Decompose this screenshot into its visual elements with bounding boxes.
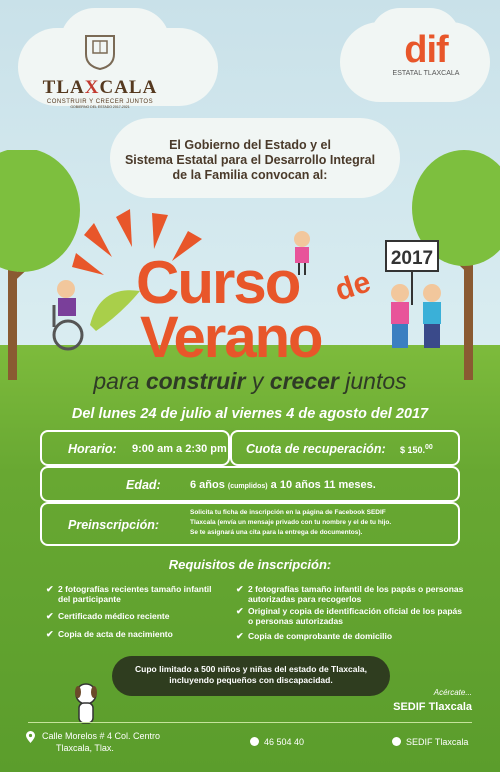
- headline-part: y: [245, 368, 270, 394]
- headline-part: construir: [145, 368, 246, 394]
- preinscripcion-line: Se te asignará una cita para la entrega de documentos).: [190, 529, 363, 536]
- dog-mascot-icon: [72, 682, 100, 726]
- curso-word: Curso: [136, 249, 300, 316]
- tlaxcala-wordmark: TLAXCALA: [42, 77, 158, 98]
- edad-label: Edad:: [126, 478, 161, 492]
- edad-value-part: 6 años: [190, 479, 225, 491]
- edad-value-part: (cumplidos): [227, 483, 268, 490]
- requirement-text: 2 fotografías tamaño infantil de los papás o personas autorizadas para recogerlos: [248, 584, 464, 604]
- notice-line: Cupo limitado a 500 niños y niñas del estado de Tlaxcala,: [135, 664, 367, 674]
- facebook-name[interactable]: SEDIF Tlaxcala: [406, 737, 469, 747]
- headline: [30, 368, 470, 395]
- address-line: Tlaxcala, Tlax.: [56, 743, 114, 753]
- intro-text: [70, 138, 430, 183]
- requirement-text: Original y copia de identificación oficial de los papás o personas autorizadas: [248, 606, 462, 626]
- requirement-text: Copia de acta de nacimiento: [58, 629, 173, 639]
- preinscripcion-line: Solicita tu ficha de inscripción en la página de Facebook SEDIF: [190, 509, 386, 516]
- headline-part: crecer: [269, 368, 339, 394]
- phone-number: 46 504 40: [264, 737, 305, 747]
- intro-line: Sistema Estatal para el Desarrollo Integral: [124, 153, 376, 167]
- tlaxcala-subline: GOBIERNO DEL ESTADO 2017-2021: [70, 105, 130, 109]
- tlaxcala-tagline: CONSTRUIR Y CRECER JUNTOS: [46, 99, 154, 105]
- dif-logo: [386, 30, 466, 77]
- cuota-value: [400, 444, 433, 455]
- facebook[interactable]: [392, 736, 468, 748]
- dif-caption: ESTATAL TLAXCALA: [392, 70, 460, 77]
- horario-value: 9:00 am a 2:30 pm: [132, 443, 227, 455]
- horario-label: Horario:: [68, 442, 117, 456]
- notice-bubble: [112, 656, 390, 696]
- requirement-text: Copia de comprobante de domicilio: [248, 631, 393, 641]
- check-icon: ✔: [236, 584, 244, 594]
- seal-icon: [82, 32, 118, 70]
- edad-value: [190, 479, 376, 491]
- requirement-text: Certificado médico reciente: [58, 611, 170, 621]
- headline-part: para: [93, 368, 146, 394]
- phone-icon: [250, 737, 259, 746]
- notice-line: incluyendo pequeños con discapacidad.: [169, 675, 333, 685]
- dates-text: Del lunes 24 de julio al viernes 4 de agosto del 2017: [71, 406, 429, 422]
- wheelchair-kid: [54, 280, 82, 349]
- de-word: de: [331, 265, 375, 308]
- preinscripcion-box: [40, 502, 460, 546]
- check-icon: ✔: [46, 584, 54, 594]
- edad-value-part: a 10 años 11 meses.: [267, 479, 376, 491]
- requirements-title: Requisitos de inscripción:: [168, 557, 332, 572]
- facebook-icon: [392, 737, 401, 746]
- preinscripcion-line: Tlaxcala (envía un mensaje privado con tu nombre y el de tu hijo.: [190, 519, 392, 526]
- headline-part: juntos: [338, 368, 407, 394]
- address: [26, 730, 160, 754]
- phone: [250, 736, 304, 748]
- cuota-cents: 00: [425, 444, 433, 451]
- curso-de-verano-title: [40, 205, 460, 365]
- preinscripcion-text: [190, 508, 454, 538]
- year-label: 2017: [390, 248, 434, 269]
- preinscripcion-label: Preinscripción:: [68, 518, 159, 532]
- tlaxcala-logo: [38, 32, 162, 109]
- location-icon: [26, 731, 35, 743]
- requirement-item: [46, 629, 216, 639]
- check-icon: ✔: [46, 629, 54, 639]
- kid-figure: [391, 284, 409, 348]
- check-icon: ✔: [46, 611, 54, 621]
- check-icon: ✔: [236, 631, 244, 641]
- cuota-box: [230, 430, 460, 466]
- acercate-text: Acércate...: [433, 688, 472, 697]
- verano-word: Verano: [140, 305, 322, 365]
- cuota-amount: $ 150.: [400, 445, 426, 455]
- dif-wordmark: dif: [404, 29, 448, 71]
- requirement-item: [236, 584, 466, 604]
- edad-box: [40, 466, 460, 502]
- intro-line: El Gobierno del Estado y el: [169, 138, 331, 152]
- requirement-item: [236, 606, 466, 626]
- kid-figure: [423, 284, 441, 348]
- requirement-text: 2 fotografías recientes tamaño infantil del participante: [58, 584, 212, 604]
- cuota-label: Cuota de recuperación:: [246, 442, 386, 456]
- sedif-name: SEDIF Tlaxcala: [393, 701, 472, 713]
- address-line: Calle Morelos # 4 Col. Centro: [42, 731, 161, 741]
- footer-divider: [28, 722, 472, 723]
- requirement-item: [46, 611, 216, 621]
- check-icon: ✔: [236, 606, 244, 616]
- requirement-item: [46, 584, 216, 604]
- horario-box: [40, 430, 230, 466]
- intro-line: de la Familia convocan al:: [172, 168, 328, 182]
- requirement-item: [236, 631, 466, 641]
